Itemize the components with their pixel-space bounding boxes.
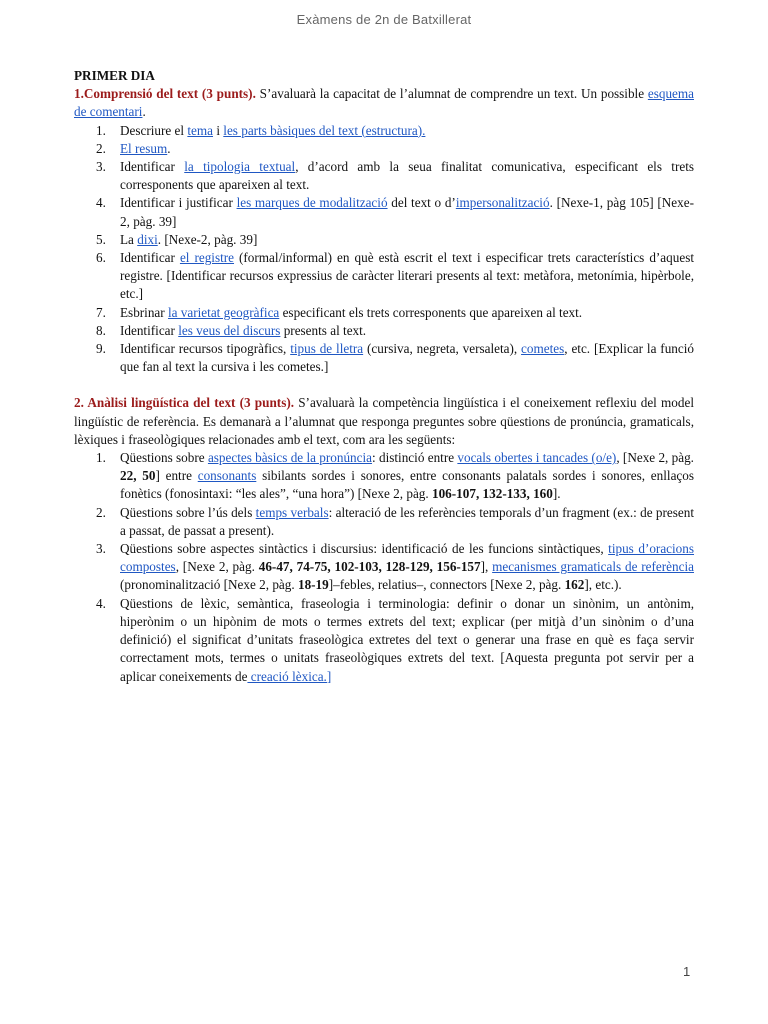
list-item: 7. Esbrinar la varietat geogràfica especificant els trets corresponents que apareixen al text.	[96, 304, 583, 320]
tipus-lletra-link[interactable]: tipus de lletra	[290, 341, 364, 357]
page-number: 1	[683, 964, 691, 979]
list-item: 2. Qüestions sobre l’ús dels temps verbals: alteració de les referències temporals d’un fragment (ex.: de present a passat, de passat a present).	[96, 504, 694, 538]
list-item: 5. La dixi. [Nexe-2, pàg. 39]	[96, 231, 258, 247]
list-item: 2. El resum.	[96, 140, 171, 156]
section-1-title: 1.Comprensió del text (3 punts).	[74, 86, 256, 102]
section-1-list	[74, 122, 694, 377]
vocals-link[interactable]: vocals obertes i tancades (o/e)	[457, 450, 617, 466]
consonants-link[interactable]: consonants	[197, 468, 257, 484]
impersonalitzacio-link[interactable]: impersonalització	[455, 195, 550, 211]
day-heading: PRIMER DIA	[74, 68, 155, 83]
resum-link[interactable]: El resum	[120, 140, 168, 156]
list-item: 3. Identificar la tipologia textual, d’acord amb la seua finalitat comunicativa, especificant els trets corresponents que apareixen al text.	[96, 159, 694, 193]
dixi-link[interactable]: dixi	[137, 231, 158, 247]
varietat-geografica-link[interactable]: la varietat geogràfica	[167, 304, 280, 320]
list-item: 4. Qüestions de lèxic, semàntica, fraseologia i terminologia: definir o donar un sinònim, un antònim, hiperònim o un hipònim de mots o termes extrets del text; explicar (per mitjà d’un sinònim o d’una definició) el significat d’unitats fraseològica extretes del text o generar una frase en què es faça servir correctament mots, termes o unitats fraseològiques extrets del text. [Aquesta pregunta pot servir per a aplicar coneixements de creació lèxica.]	[96, 595, 694, 684]
list-item: 3. Qüestions sobre aspectes sintàctics i discursius: identificació de les funcions sintàctiques, tipus d’oracions compostes, [Nexe 2, pàg. 46-47, 74-75, 102-103, 128-129, 156-157], mecanismes gramaticals de referència (pronominalització [Nexe 2, pàg. 18-19]–febles, relatius–, connectors [Nexe 2, pàg. 162], etc.).	[96, 541, 695, 593]
tema-link[interactable]: tema	[187, 122, 214, 138]
document-body	[74, 67, 694, 686]
list-item: 4. Identificar i justificar les marques de modalització del text o d’impersonalització. [Nexe-1, pàg 105] [Nexe-2, pàg. 39]	[96, 195, 694, 229]
cometes-link[interactable]: cometes	[521, 341, 565, 357]
section-2-title: 2. Anàlisi lingüística del text (3 punts).	[74, 395, 295, 411]
page-header: Exàmens de 2n de Batxillerat	[296, 12, 472, 27]
mecanismes-referencia-link[interactable]: mecanismes gramaticals de referència	[492, 559, 694, 575]
list-item: 8. Identificar les veus del discurs presents al text.	[96, 322, 367, 338]
veus-discurs-link[interactable]: les veus del discurs	[178, 322, 281, 338]
section-2-intro	[74, 394, 694, 449]
temps-verbals-link[interactable]: temps verbals	[255, 504, 329, 520]
tipologia-textual-link[interactable]: la tipologia textual	[184, 159, 296, 175]
section-2-list	[74, 449, 694, 686]
list-item: 1. Qüestions sobre aspectes bàsics de la pronúncia: distinció entre vocals obertes i tancades (o/e), [Nexe 2, pàg. 22, 50] entre consonants sibilants sordes i sonores, entre consonants palatals sordes i sonores, enllaços fonètics (fonosintaxi: “les ales”, “una hora”) [Nexe 2, pàg. 106-107, 132-133, 160].	[96, 450, 694, 502]
parts-basiques-link[interactable]: les parts bàsiques del text (estructura).	[223, 122, 426, 138]
section-1-intro-text: S’avaluarà la capacitat de l’alumnat de comprendre un text. Un possible	[255, 86, 648, 102]
list-item: 6. Identificar el registre (formal/informal) en què està escrit el text i especificar trets característics d’aquest registre. [Identificar recursos expressius de caràcter literari presents al text: metàfora, metonímia, hipèrbole, etc.]	[96, 250, 694, 302]
creacio-lexica-link[interactable]: creació lèxica.]	[247, 668, 332, 684]
registre-link[interactable]: el registre	[179, 250, 235, 266]
section-spacer	[74, 376, 694, 394]
oracions-compostes-link[interactable]: tipus d’oracions compostes	[120, 541, 695, 575]
modalitzacio-link[interactable]: les marques de modalització	[236, 195, 388, 211]
esquema-comentari-link[interactable]: esquema de comentari	[74, 86, 694, 120]
section-2-intro-text: S’avaluarà la competència lingüística i el coneixement reflexiu del model lingüístic de referència. Es demanarà a l’alumnat que responga preguntes sobre qüestions de pronúncia, gramaticals, lèxiques i fraseològiques relacionades amb el text, com ara les següents:	[74, 395, 694, 447]
list-item: 1. Descriure el tema i les parts bàsiques del text (estructura).	[96, 122, 426, 138]
list-item: 9. Identificar recursos tipogràfics, tipus de lletra (cursiva, negreta, versaleta), cometes, etc. [Explicar la funció que fan al text la cursiva i les cometes.]	[96, 341, 695, 375]
pronuncia-link[interactable]: aspectes bàsics de la pronúncia	[207, 450, 373, 466]
section-1-intro: 1.Comprensió del text (3 punts). S’avaluarà la capacitat de l’alumnat de comprendre un text. Un possible esquema de comentari.	[74, 86, 694, 120]
